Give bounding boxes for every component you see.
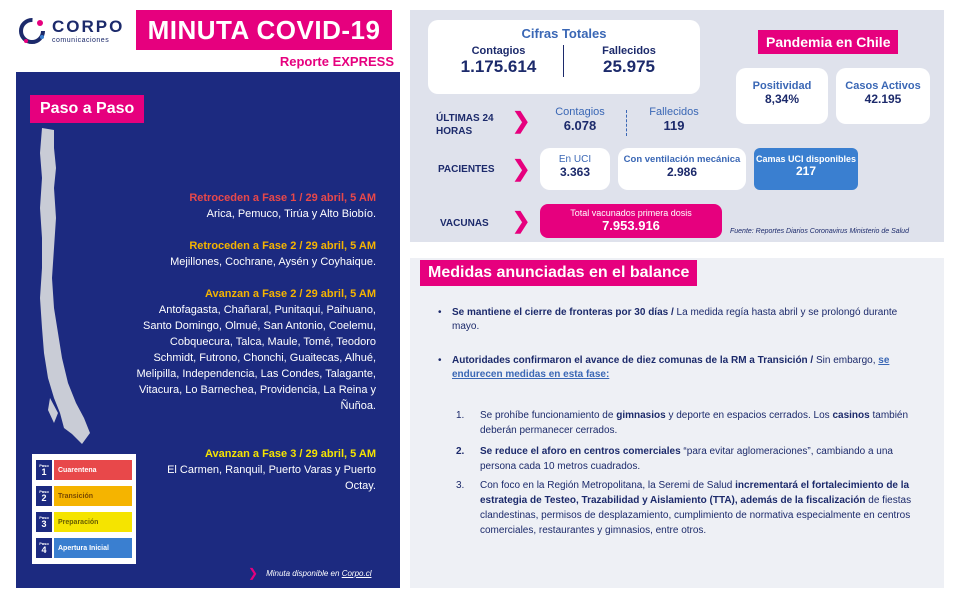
legend-row-4 (36, 536, 132, 560)
phase-block-2 (76, 238, 376, 270)
uci-value: 3.363 (559, 165, 591, 179)
cifras-totales-card (428, 20, 700, 94)
phase-body: Arica, Pemuco, Tirúa y Alto Biobío. (206, 208, 376, 220)
vacunas-total-label: Total vacunados primera dosis (570, 208, 692, 218)
bullet-dot: • (438, 355, 442, 366)
ultimas-label: ÚLTIMAS 24 HORAS (436, 113, 494, 137)
medida-item-3: 3. Con foco en la Región Metropolitana, la Seremi de Salud incrementará el fortalecimiento de la estrategia de Testeo, Trazabilidad y Aislamiento (TTA), además de la fiscalización de fiestas clandestinas, permisos de desplazamiento, cumplimiento de normativa especialmente en centros comerciales, restaurantes y gimnasios, entre otros. (456, 480, 912, 536)
brand-logo (18, 14, 128, 48)
legend-num: Paso 1 (36, 460, 52, 480)
medida-item-2: 2. Se reduce el aforo en centros comerciales “para evitar aglomeraciones”, cambiando a una persona cada 10 metros cuadrados. (456, 446, 893, 472)
phase-legend (32, 454, 136, 564)
positividad-label: Positividad (752, 80, 812, 92)
ultimas-fallecidos (634, 106, 714, 133)
legend-row-1 (36, 458, 132, 482)
legend-label: Cuarentena (54, 460, 132, 480)
bullet-dot: • (438, 307, 442, 318)
medida-bullet-2: • Autoridades confirmaron el avance de diez comunas de la RM a Transición / Sin embargo, se endurecen medidas en esta fase: (438, 355, 890, 380)
ultimas-contagios-value: 6.078 (563, 118, 597, 133)
pandemia-title: Pandemia en Chile (758, 30, 898, 54)
footnote-text: Minuta disponible en (266, 568, 340, 578)
medida-bullet-1: • Se mantiene el cierre de fronteras por 30 días / La medida regía hasta abril y se prolongó durante mayo. (438, 307, 898, 332)
medida-item-1: 1. Se prohíbe funcionamiento de gimnasios y deporte en espacios cerrados. Los casinos también deberán permanecer cerrados. (456, 410, 909, 436)
phase-heading: Avanzan a Fase 2 / 29 abril, 5 AM (205, 288, 376, 300)
legend-num: Paso 3 (36, 512, 52, 532)
phase-body: Mejillones, Cochrane, Aysén y Coyhaique. (170, 256, 376, 268)
uci-label: En UCI (558, 154, 592, 165)
footnote (248, 566, 371, 580)
paso-a-paso-title: Paso a Paso (30, 95, 144, 123)
legend-label: Transición (54, 486, 132, 506)
activos-label: Casos Activos (845, 80, 921, 92)
contagios-label: Contagios (471, 45, 526, 57)
chevron-right-icon: ❯ (512, 108, 531, 133)
camas-value: 217 (795, 164, 817, 178)
phase-body: Antofagasta, Chañaral, Punitaqui, Paihuano, Santo Domingo, Olmué, San Antonio, Coelemu, Cobquecura, Talca, Maule, Tomé, Teodoro Schmidt, Futrono, Chonchi, Guaitecas, Alhué, Melipilla, Independencia, Las Condes, Talagante, Vitacura, Lo Barnechea, Providencia, La Reina y Ñuñoa. (136, 304, 376, 412)
ultimas-fallecidos-value: 119 (663, 118, 685, 133)
brand-name: CORPO (52, 17, 125, 36)
ultimas-contagios (540, 106, 620, 133)
vacunas-total-value: 7.953.916 (602, 218, 660, 233)
ultimas-fallecidos-label: Fallecidos (649, 106, 699, 118)
chevron-right-icon: ❯ (248, 566, 259, 580)
legend-row-2 (36, 484, 132, 508)
casos-activos-card (836, 68, 930, 124)
fallecidos-total: 25.975 (603, 57, 655, 76)
corpo-link[interactable]: Corpo.cl (341, 568, 372, 578)
phase-heading: Retroceden a Fase 2 / 29 abril, 5 AM (189, 240, 376, 252)
medidas-title: Medidas anunciadas en el balance (420, 260, 697, 286)
phase-heading: Retroceden a Fase 1 / 29 abril, 5 AM (189, 192, 376, 204)
phase-heading: Avanzan a Fase 3 / 29 abril, 5 AM (205, 448, 376, 460)
cifras-title: Cifras Totales (521, 26, 607, 41)
camas-label: Camas UCI disponibles (755, 154, 857, 164)
phase-block-3 (136, 286, 376, 414)
fuente-note: Fuente: Reportes Diarios Coronavirus Ministerio de Salud (730, 228, 909, 235)
vent-value: 2.986 (666, 165, 698, 179)
phase-body: El Carmen, Ranquil, Puerto Varas y Puerto Octay. (167, 464, 376, 492)
contagios-total: 1.175.614 (460, 57, 537, 76)
legend-num: Paso 2 (36, 486, 52, 506)
chevron-right-icon: ❯ (512, 208, 531, 233)
uci-card (540, 148, 610, 190)
activos-value: 42.195 (864, 92, 902, 106)
corpo-logo-icon (18, 17, 46, 45)
legend-num: Paso 4 (36, 538, 52, 558)
positividad-card (736, 68, 828, 124)
phase-block-4 (136, 446, 376, 494)
ultimas-contagios-label: Contagios (555, 106, 605, 118)
fallecidos-label: Fallecidos (602, 45, 656, 57)
pacientes-label: PACIENTES (438, 164, 495, 175)
vacunas-label: VACUNAS (440, 218, 489, 229)
legend-label: Apertura Inicial (54, 538, 132, 558)
vent-label: Con ventilación mecánica (623, 154, 741, 165)
phase-block-1 (76, 190, 376, 222)
legend-label: Preparación (54, 512, 132, 532)
medidas-link[interactable]: se endurecen medidas en esta fase: (452, 355, 890, 380)
camas-card (754, 148, 858, 190)
ventilacion-card (618, 148, 746, 190)
legend-row-3 (36, 510, 132, 534)
chevron-right-icon: ❯ (512, 156, 531, 181)
page-subtitle: Reporte EXPRESS (279, 54, 394, 69)
brand-sub: comunicaciones (52, 37, 110, 44)
page-title: MINUTA COVID-19 (136, 10, 392, 50)
chile-map-icon (24, 128, 94, 446)
vacunas-card (540, 204, 722, 238)
divider (626, 110, 627, 136)
positividad-value: 8,34% (764, 92, 800, 106)
